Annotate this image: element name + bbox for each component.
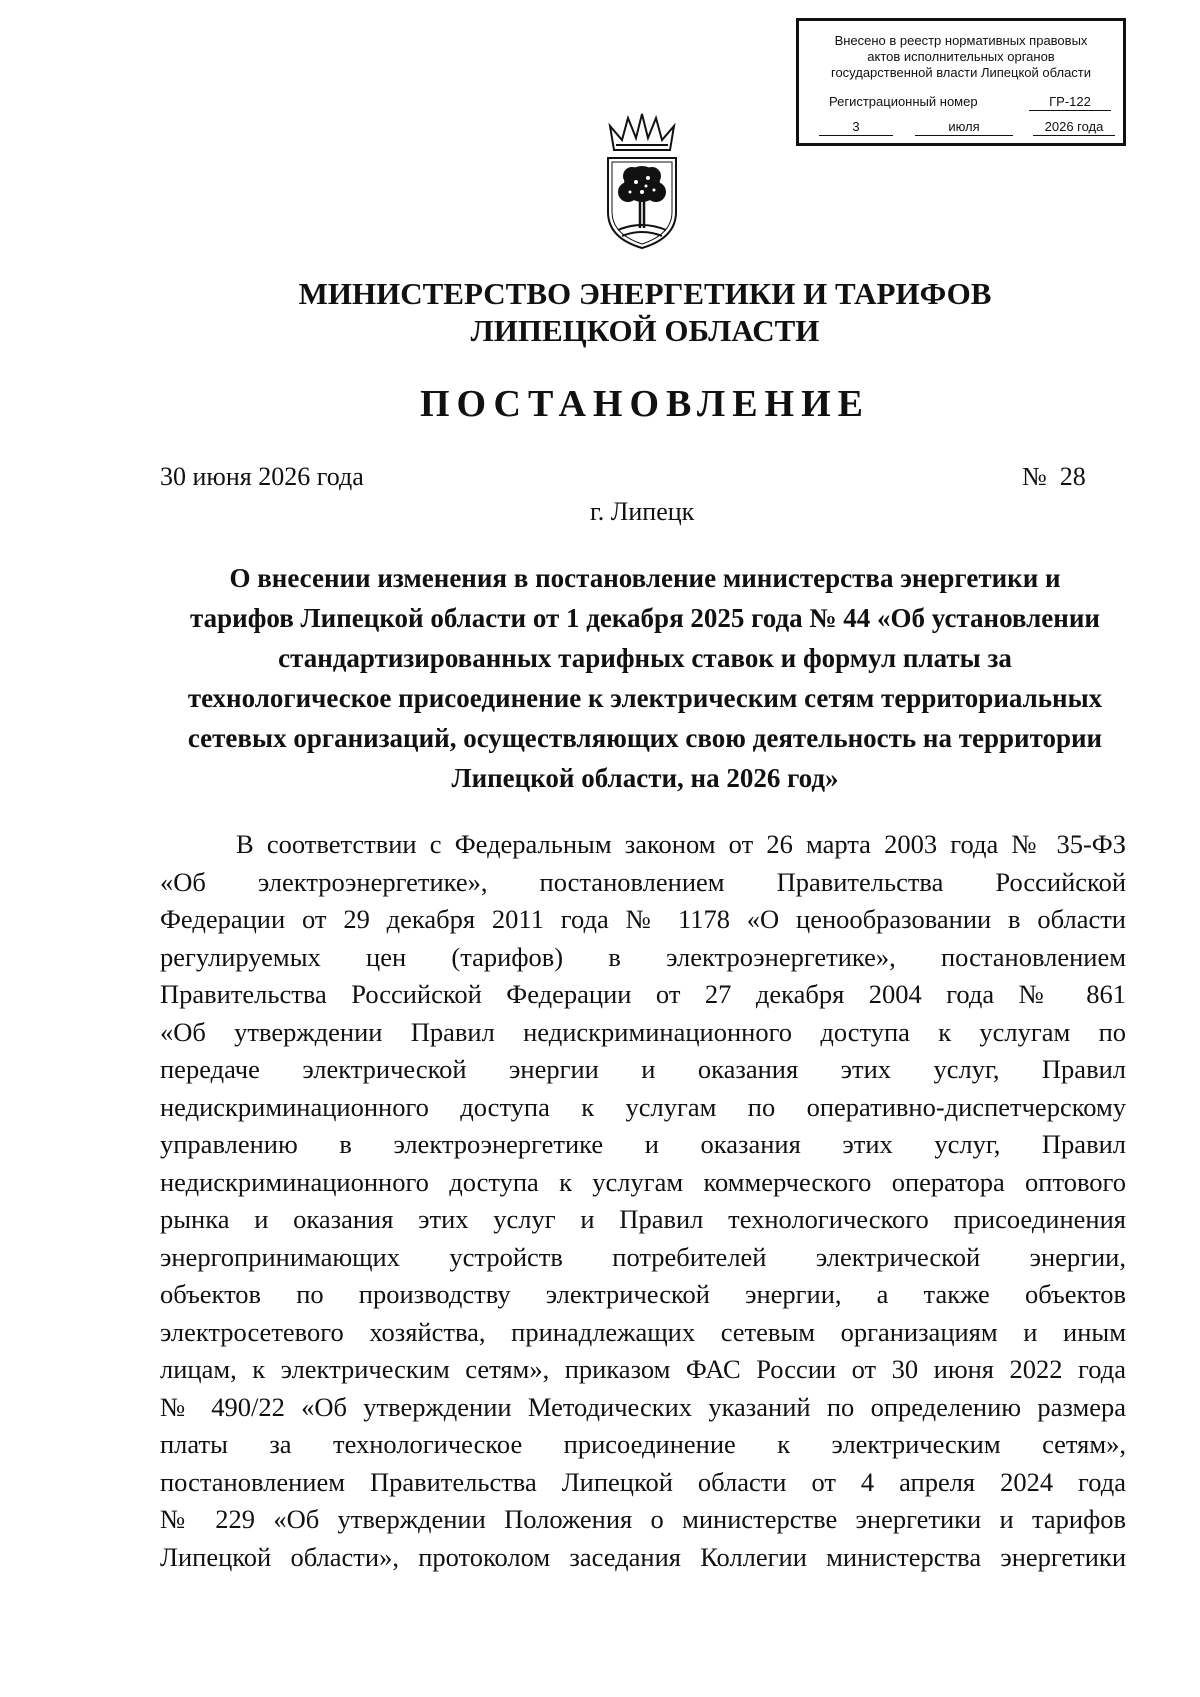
body-line: управлению в электроэнергетике и оказания этих услуг, Правил (160, 1129, 1126, 1159)
coat-of-arms-emblem (596, 112, 688, 252)
stamp-line-2: актов исполнительных органов (867, 49, 1055, 64)
ministry-name-line-1: МИНИСТЕРСТВО ЭНЕРГЕТИКИ И ТАРИФОВ (298, 276, 992, 311)
body-line: недискриминационного доступа к услугам коммерческого оператора оптового (160, 1166, 1126, 1197)
title-line: сетевых организаций, осуществляющих свою деятельность на территории (187, 723, 1103, 753)
title-line: Липецкой области, на 2026 год» (451, 763, 839, 793)
registry-stamp (796, 18, 1126, 146)
body-line: постановлением Правительства Липецкой области от 4 апреля 2024 года (160, 1466, 1126, 1497)
body-line: Федерации от 29 декабря 2011 года № 1178 «О ценообразовании в области (160, 904, 1126, 934)
body-line: рынка и оказания этих услуг и Правил технологического присоединения (160, 1204, 1126, 1234)
document-number: № 28 (1022, 462, 1086, 491)
body-line: № 490/22 «Об утверждении Методических указаний по определению размера (160, 1391, 1126, 1422)
body-line: электросетевого хозяйства, принадлежащих сетевым организациям и иным (160, 1316, 1126, 1347)
stamp-day: 3 (819, 119, 893, 136)
body-line: передаче электрической энергии и оказания этих услуг, Правил (160, 1054, 1126, 1084)
stamp-line-1: Внесено в реестр нормативных правовых (834, 33, 1088, 48)
document-city: г. Липецк (590, 497, 695, 526)
body-line: энергопринимающих устройств потребителей электрической энергии, (160, 1241, 1126, 1272)
body-line: регулируемых цен (тарифов) в электроэнергетике», постановлением (160, 941, 1126, 972)
stamp-registration-label: Регистрационный номер (829, 94, 978, 109)
stamp-registration-row (819, 94, 1111, 112)
body-line: «Об утверждении Правил недискриминационного доступа к услугам по (160, 1016, 1126, 1047)
ministry-name (0, 275, 1200, 349)
document-title (120, 558, 1170, 798)
body-line: лицам, к электрическим сетям», приказом ФАС России от 30 июня 2022 года (160, 1354, 1126, 1384)
body-line: платы за технологическое присоединение к электрическим сетям», (160, 1429, 1126, 1459)
title-line: стандартизированных тарифных ставок и формул платы за (278, 643, 1012, 673)
stamp-year: 2026 года (1033, 119, 1115, 136)
document-date: 30 июня 2026 года (160, 462, 364, 491)
title-line: технологическое присоединение к электрическим сетям территориальных (187, 683, 1103, 713)
body-line: Правительства Российской Федерации от 27 декабря 2004 года № 861 (160, 979, 1126, 1009)
title-line: О внесении изменения в постановление министерства энергетики и (229, 563, 1061, 593)
stamp-date-row (819, 119, 1111, 137)
ministry-name-line-2: ЛИПЕЦКОЙ ОБЛАСТИ (470, 313, 820, 348)
body-line: объектов по производству электрической энергии, а также объектов (160, 1279, 1126, 1309)
stamp-line-3: государственной власти Липецкой области (830, 65, 1092, 80)
body-line: недискриминационного доступа к услугам по оперативно-диспетчерскому (160, 1091, 1126, 1122)
body-line: № 229 «Об утверждении Положения о министерстве энергетики и тарифов (160, 1504, 1126, 1534)
body-line: В соответствии с Федеральным законом от 26 марта 2003 года № 35-ФЗ (236, 829, 1126, 859)
stamp-registration-number: ГР-122 (1029, 94, 1111, 111)
stamp-month: июля (915, 119, 1013, 136)
body-line: «Об электроэнергетике», постановлением Правительства Российской (160, 866, 1126, 897)
document-body (160, 826, 1126, 1576)
title-line: тарифов Липецкой области от 1 декабря 2025 года № 44 «Об установлении (190, 603, 1100, 633)
document-type-heading: ПОСТАНОВЛЕНИЕ (419, 383, 871, 425)
body-line: Липецкой области», протоколом заседания Коллегии министерства энергетики (160, 1541, 1126, 1572)
